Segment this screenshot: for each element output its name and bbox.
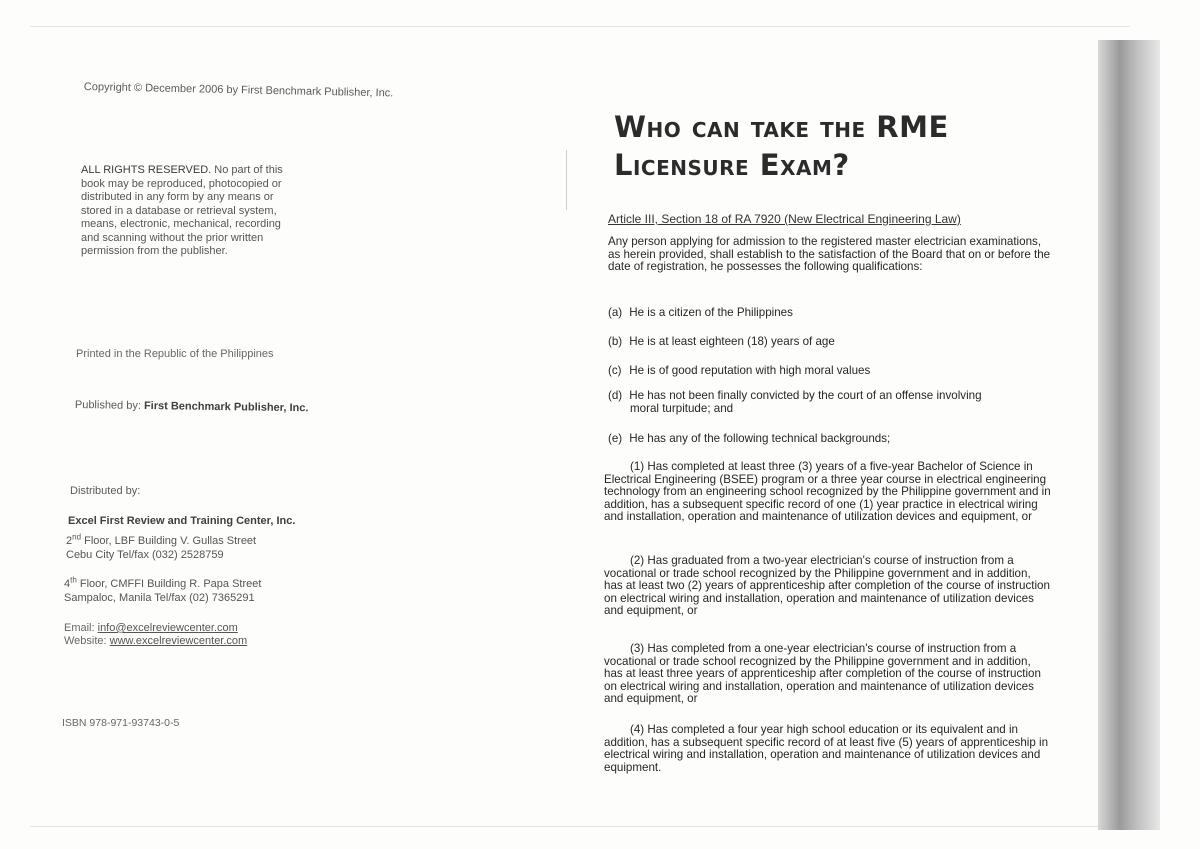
rights-reserved-notice: [81, 164, 301, 259]
qualification-c: (c) He is of good reputation with high moral values: [608, 364, 871, 377]
published-by-label: Published by:: [74, 398, 142, 412]
page-gutter: [566, 150, 567, 210]
distributor-name: Excel First Review and Training Center, Inc.: [68, 515, 296, 527]
page-title: [614, 108, 1054, 184]
manila-address: [64, 577, 261, 605]
rights-reserved-heading: ALL RIGHTS RESERVED.: [81, 164, 212, 176]
qualification-d: (d) He has not been finally convicted by the court of an offense involving moral turpitude; and: [608, 389, 982, 415]
manila-address-line1: 4th Floor, CMFFI Building R. Papa Street: [64, 575, 262, 590]
distributed-by-label: Distributed by:: [70, 485, 141, 497]
cebu-address: [66, 534, 256, 562]
page-edge-shadow: [1098, 40, 1160, 830]
email-line: Email: info@excelreviewcenter.com: [64, 622, 238, 634]
website-link[interactable]: www.excelreviewcenter.com: [109, 635, 248, 647]
qualification-e: (e) He has any of the following technical backgrounds;: [608, 432, 891, 445]
page-title-line2: Licensure Exam?: [614, 148, 850, 182]
website-line: Website: www.excelreviewcenter.com: [64, 635, 248, 647]
contact-info: [64, 622, 247, 648]
article-reference: Article III, Section 18 of RA 7920 (New Electrical Engineering Law): [608, 212, 961, 226]
qualification-a: (a) He is a citizen of the Philippines: [608, 306, 793, 319]
printed-in: Printed in the Republic of the Philippines: [76, 348, 274, 360]
publisher-name: First Benchmark Publisher, Inc.: [143, 399, 309, 415]
manila-address-line2: Sampaloc, Manila Tel/fax (02) 7365291: [64, 592, 255, 604]
intro-paragraph: Any person applying for admission to the registered master electrician examinations, as herein provided, shall establish to the satisfaction of the Board that on or before the date of registration, he possesses the following qualifications:: [608, 235, 1051, 274]
copyright-notice: Copyright © December 2006 by First Benchmark Publisher, Inc.: [83, 80, 394, 100]
page-title-line1: Who can take the RME: [614, 110, 949, 144]
left-page: [0, 0, 560, 849]
cebu-address-line2: Cebu City Tel/fax (032) 2528759: [66, 549, 224, 561]
cebu-address-line1: 2nd Floor, LBF Building V. Gullas Street: [66, 532, 257, 547]
technical-background-1: (1) Has completed at least three (3) years of a five-year Bachelor of Science in Electrical Engineering (BSEE) program or a three year course in electrical engineering technology from an engineering school recognized by the Philippine government and in addition, has a subsequent specific record of one (1) year practice in electrical wiring and installation, operation and maintenance of utilization devices and equipment, or: [604, 460, 1051, 524]
right-page: [590, 0, 1090, 849]
rights-reserved-text: No part of this book may be reproduced, photocopied or distributed in any form by any means or stored in a database or retrieval system, means, electronic, mechanical, recording and scanning without the prior written permission from the publisher.: [81, 164, 283, 257]
technical-background-2: (2) Has graduated from a two-year electrician's course of instruction from a vocational or trade school recognized by the Philippine government and in addition, has at least two (2) years of apprenticeship after completion of the course of instruction on electrical wiring and installation, operation and maintenance of utilization devices and equipment, or: [604, 554, 1050, 618]
technical-background-4: (4) Has completed a four year high school education or its equivalent and in addition, has a subsequent specific record of at least five (5) years of apprenticeship in electrical wiring and installation, operation and maintenance of utilization devices and equipment.: [604, 723, 1049, 774]
technical-background-3: (3) Has completed from a one-year electrician's course of instruction from a vocational or trade school recognized by the Philippine government and in addition, has at least three years of apprenticeship after completion of the course of instruction on electrical wiring and installation, operation and maintenance of utilization devices and equipment, or: [604, 642, 1041, 706]
qualification-b: (b) He is at least eighteen (18) years of age: [608, 335, 835, 348]
isbn: ISBN 978-971-93743-0-5: [62, 717, 180, 729]
email-link[interactable]: info@excelreviewcenter.com: [97, 622, 238, 634]
published-by: [75, 398, 309, 415]
